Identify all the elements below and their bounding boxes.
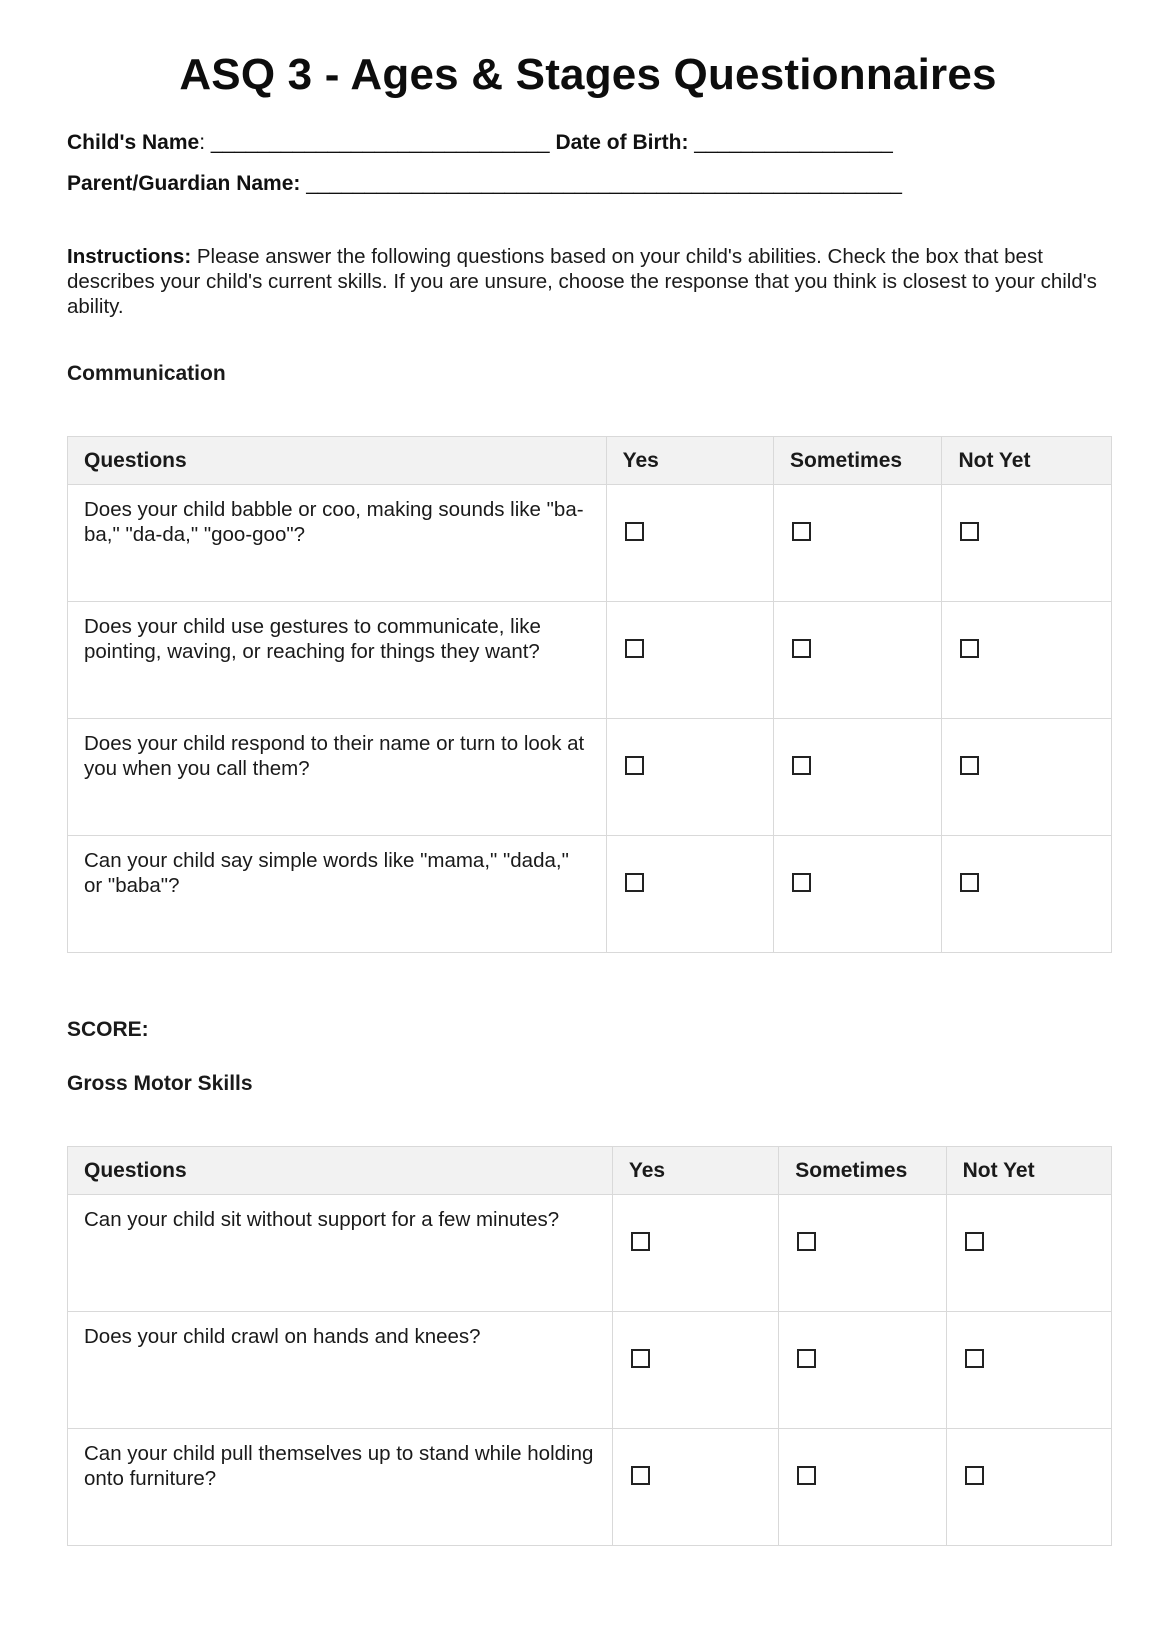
- gross-motor-section-title: Gross Motor Skills: [67, 1072, 253, 1095]
- dob-label: Date of Birth:: [555, 131, 689, 154]
- col-questions: Questions: [68, 1147, 613, 1195]
- communication-section-title: Communication: [67, 362, 226, 385]
- not-yet-checkbox[interactable]: [960, 873, 979, 892]
- sometimes-cell: [779, 1312, 946, 1429]
- child-info-line: [67, 131, 893, 155]
- yes-cell: [612, 1429, 778, 1546]
- yes-cell: [612, 1312, 778, 1429]
- sometimes-checkbox[interactable]: [797, 1349, 816, 1368]
- not-yet-checkbox[interactable]: [960, 756, 979, 775]
- col-yes: Yes: [612, 1147, 778, 1195]
- table-row: [68, 719, 1112, 836]
- not-yet-cell: [946, 1429, 1111, 1546]
- table-row: [68, 1195, 1112, 1312]
- question-text: Does your child respond to their name or turn to look at you when you call them?: [68, 719, 607, 836]
- col-sometimes: Sometimes: [774, 437, 942, 485]
- not-yet-cell: [946, 1195, 1111, 1312]
- yes-cell: [612, 1195, 778, 1312]
- parent-name-label: Parent/Guardian Name:: [67, 172, 301, 195]
- table-row: [68, 836, 1112, 953]
- not-yet-cell: [942, 719, 1112, 836]
- not-yet-checkbox[interactable]: [960, 639, 979, 658]
- not-yet-checkbox[interactable]: [965, 1232, 984, 1251]
- not-yet-checkbox[interactable]: [965, 1349, 984, 1368]
- question-text: Can your child say simple words like "mama," "dada," or "baba"?: [68, 836, 607, 953]
- sometimes-checkbox[interactable]: [792, 639, 811, 658]
- sometimes-cell: [774, 485, 942, 602]
- yes-cell: [606, 836, 773, 953]
- dob-field[interactable]: _________________: [694, 131, 893, 154]
- col-yes: Yes: [606, 437, 773, 485]
- gross-motor-table: [67, 1146, 1112, 1546]
- child-name-label: Child's Name: [67, 131, 200, 154]
- child-name-colon: :: [199, 131, 206, 154]
- yes-cell: [606, 485, 773, 602]
- parent-info-line: [67, 172, 902, 196]
- not-yet-cell: [942, 836, 1112, 953]
- sometimes-cell: [774, 836, 942, 953]
- not-yet-cell: [942, 602, 1112, 719]
- question-text: Can your child sit without support for a few minutes?: [68, 1195, 613, 1312]
- yes-cell: [606, 602, 773, 719]
- page-title: ASQ 3 - Ages & Stages Questionnaires: [179, 50, 997, 99]
- instructions-text: Please answer the following questions based on your child's abilities. Check the box that best describes your child's current skills. If you are unsure, choose the response that you think is closest to your child's ability.: [67, 245, 1097, 318]
- yes-checkbox[interactable]: [631, 1349, 650, 1368]
- not-yet-checkbox[interactable]: [960, 522, 979, 541]
- question-text: Does your child use gestures to communicate, like pointing, waving, or reaching for things they want?: [68, 602, 607, 719]
- yes-checkbox[interactable]: [625, 756, 644, 775]
- parent-name-field[interactable]: ___________________________________________________: [306, 172, 902, 195]
- child-name-field[interactable]: _____________________________: [210, 131, 550, 154]
- instructions-label: Instructions:: [67, 245, 192, 268]
- sometimes-checkbox[interactable]: [792, 522, 811, 541]
- instructions: [67, 244, 1117, 319]
- yes-checkbox[interactable]: [625, 639, 644, 658]
- sometimes-cell: [774, 602, 942, 719]
- table-header-row: [68, 1147, 1112, 1195]
- table-row: [68, 1429, 1112, 1546]
- col-not-yet: Not Yet: [946, 1147, 1111, 1195]
- yes-checkbox[interactable]: [631, 1232, 650, 1251]
- yes-checkbox[interactable]: [625, 522, 644, 541]
- not-yet-cell: [946, 1312, 1111, 1429]
- question-text: Can your child pull themselves up to stand while holding onto furniture?: [68, 1429, 613, 1546]
- sometimes-checkbox[interactable]: [797, 1466, 816, 1485]
- question-text: Does your child crawl on hands and knees?: [68, 1312, 613, 1429]
- col-not-yet: Not Yet: [942, 437, 1112, 485]
- yes-checkbox[interactable]: [631, 1466, 650, 1485]
- score-label: SCORE:: [67, 1018, 149, 1041]
- not-yet-checkbox[interactable]: [965, 1466, 984, 1485]
- communication-table: [67, 436, 1112, 953]
- col-sometimes: Sometimes: [779, 1147, 946, 1195]
- table-row: [68, 1312, 1112, 1429]
- table-header-row: [68, 437, 1112, 485]
- question-text: Does your child babble or coo, making sounds like "ba-ba," "da-da," "goo-goo"?: [68, 485, 607, 602]
- sometimes-checkbox[interactable]: [797, 1232, 816, 1251]
- yes-cell: [606, 719, 773, 836]
- sometimes-cell: [779, 1429, 946, 1546]
- sometimes-checkbox[interactable]: [792, 873, 811, 892]
- yes-checkbox[interactable]: [625, 873, 644, 892]
- sometimes-cell: [779, 1195, 946, 1312]
- sometimes-checkbox[interactable]: [792, 756, 811, 775]
- sometimes-cell: [774, 719, 942, 836]
- table-row: [68, 602, 1112, 719]
- col-questions: Questions: [68, 437, 607, 485]
- not-yet-cell: [942, 485, 1112, 602]
- table-row: [68, 485, 1112, 602]
